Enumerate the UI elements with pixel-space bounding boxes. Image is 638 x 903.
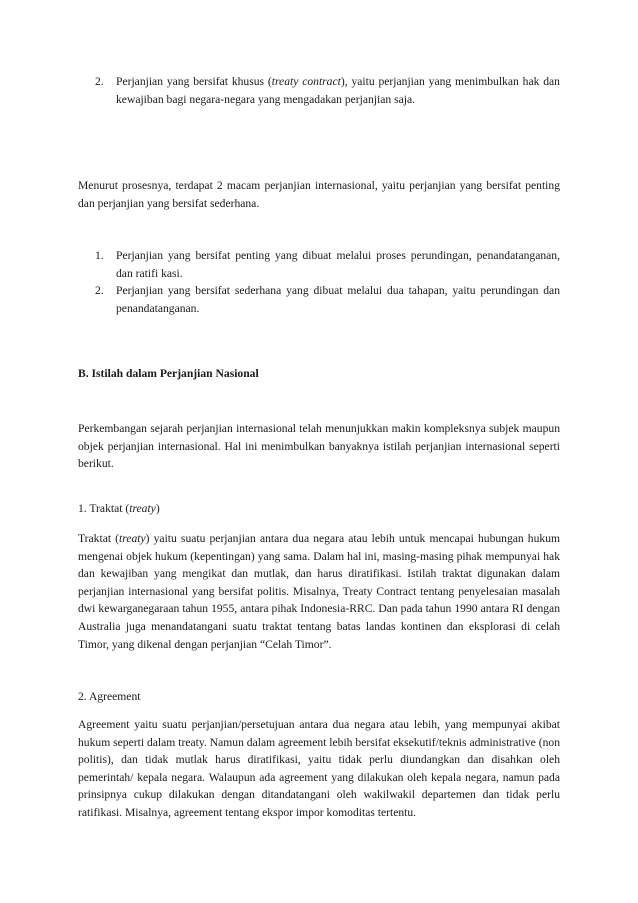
section-title: B. Istilah dalam Perjanjian Nasional bbox=[78, 367, 259, 380]
subsection-traktat-body bbox=[78, 530, 560, 653]
list-proses bbox=[78, 247, 560, 317]
paragraph-perkembangan bbox=[78, 420, 560, 473]
paragraph-text: Agreement yaitu suatu perjanjian/persetujuan antara dua negara atau lebih, yang mempunyai akibat hukum seperti dalam treaty. Namun dalam agreement lebih bersifat eksekutif/teknis administrative (non politis), dan tidak mutlak harus diratifikasi, yaitu tidak perlu diundangkan dan disahkan oleh pemerintah/ kepala negara. Walaupun ada agreement yang dilakukan oleh kepala negara, namun pada prinsipnya cukup dilakukan dengan ditandatangani oleh wakilwakil departemen dan tidak perlu ratifikasi. Misalnya, agreement tentang ekspor impor komoditas tertentu. bbox=[78, 718, 560, 819]
list-item bbox=[78, 247, 560, 282]
list-text: Perjanjian yang bersifat penting yang dibuat melalui proses perundingan, penandatanganan, dan ratifi kasi. bbox=[116, 249, 560, 280]
paragraph-text: Menurut prosesnya, terdapat 2 macam perjanjian internasional, yaitu perjanjian yang bersifat penting dan perjanjian yang bersifat sederhana. bbox=[78, 179, 560, 210]
subsection-title: 1. Traktat (treaty) bbox=[78, 502, 160, 515]
list-text: Perjanjian yang bersifat khusus ( bbox=[116, 75, 272, 88]
list-text: Perjanjian yang bersifat sederhana yang dibuat melalui dua tahapan, yaitu perundingan dan penandatanganan. bbox=[116, 284, 560, 315]
list-item bbox=[78, 282, 560, 317]
subsection-agreement-body bbox=[78, 716, 560, 822]
paragraph-text: Perkembangan sejarah perjanjian internasional telah menunjukkan makin kompleksnya subjek maupun objek perjanjian internasional. Hal ini menimbulkan banyaknya istilah perjanjian internasional seperti berikut. bbox=[78, 422, 560, 471]
subsection-traktat-title bbox=[78, 500, 560, 518]
subsection-agreement-title bbox=[78, 688, 560, 706]
paragraph-proses bbox=[78, 177, 560, 212]
subsection-title: 2. Agreement bbox=[78, 690, 141, 703]
paragraph-text: Traktat (treaty) yaitu suatu perjanjian antara dua negara atau lebih untuk mencapai hubungan hukum mengenai objek hukum (kepentingan) yang sama. Dalam hal ini, masing-masing pihak mempunyai hak dan kewajiban yang mengikat dan mutlak, dan harus diratifikasi. Istilah traktat digunakan dalam perjanjian internasional yang bersifat politis. Misalnya, Treaty Contract tentang penyelesaian masalah dwi kewarganegaraan tahun 1955, antara pihak Indonesia-RRC. Dan pada tahun 1990 antara RI dengan Australia juga menandatangani suatu traktat tentang batas landas kontinen dan eksplorasi di celah Timor, yang dikenal dengan perjanjian “Celah Timor”. bbox=[78, 532, 561, 651]
list-number: 2. bbox=[95, 284, 104, 298]
list-text: ), yaitu perjanjian yang menimbulkan hak dan kewajiban bagi negara-negara yang mengadakan perjanjian saja. bbox=[116, 75, 560, 106]
section-heading bbox=[78, 365, 560, 383]
list-number: 1. bbox=[95, 249, 104, 262]
list-item bbox=[78, 73, 560, 108]
list-text-italic: treaty contract bbox=[271, 75, 341, 88]
list-number: 2. bbox=[95, 75, 104, 88]
list-top bbox=[78, 73, 560, 108]
